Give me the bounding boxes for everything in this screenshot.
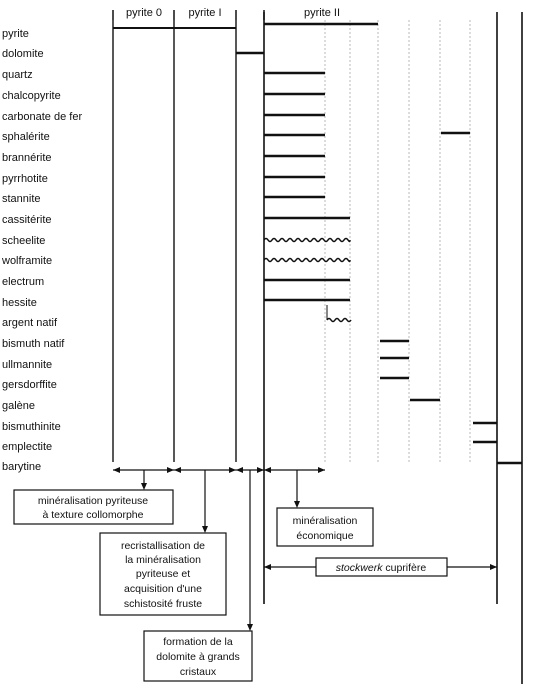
faint-stage-lines: [325, 20, 470, 462]
mineral-label-chalcopyrite: chalcopyrite: [2, 90, 61, 102]
mineral-label-dolomite: dolomite: [2, 48, 44, 60]
mineral-label-pyrite: pyrite: [2, 28, 29, 40]
mineral-label-quartz: quartz: [2, 69, 33, 81]
mineral-label-brannerite: brannérite: [2, 152, 52, 164]
mineral-label-gersdorffite: gersdorffite: [2, 379, 57, 391]
stockwerk-label: [336, 562, 427, 574]
bar-argent-natif-uncertain: [327, 319, 351, 322]
mineral-label-electrum: electrum: [2, 276, 45, 288]
note-recristallisation-line-1: recristallisation de: [120, 540, 206, 552]
note-dolomite-line-3: cristaux: [179, 666, 217, 678]
mineral-label-cassiterite: cassitérite: [2, 214, 52, 226]
mineral-label-emplectite: emplectite: [2, 441, 53, 453]
mineral-label-pyrrhotite: pyrrhotite: [2, 173, 48, 185]
bar-wolframite-uncertain: [264, 259, 350, 262]
mineral-label-wolframite: wolframite: [2, 255, 53, 267]
mineral-label-barytine: barytine: [2, 461, 42, 473]
note-recristallisation-line-4: acquisition d'une: [124, 583, 202, 595]
mineral-label-stannite: stannite: [2, 193, 41, 205]
note-pyriteuse-line-2: à texture collomorphe: [42, 509, 144, 521]
mineral-label-bismuthinite: bismuthinite: [2, 421, 61, 433]
note-recristallisation-line-3: pyriteuse et: [135, 568, 191, 580]
stockwerk-label-rest: cuprifère: [382, 562, 427, 574]
mineral-label-argent-natif: argent natif: [2, 317, 58, 329]
arrowhead: [294, 501, 300, 508]
arrowhead: [490, 564, 497, 570]
mineral-label-ullmannite: ullmannite: [2, 359, 53, 371]
note-pyriteuse-line-1: minéralisation pyriteuse: [37, 495, 149, 507]
note-recristallisation-line-2: la minéralisation: [125, 554, 201, 566]
mineral-label-galene: galène: [2, 400, 36, 412]
bar-scheelite-uncertain: [264, 239, 350, 242]
arrowhead: [202, 526, 208, 533]
phase-label-pyrite-I: pyrite I: [188, 7, 222, 19]
note-recristallisation-line-5: schistosité fruste: [123, 598, 203, 610]
mineral-label-bismuth-natif: bismuth natif: [2, 338, 65, 350]
note-dolomite-line-2: dolomite à grands: [156, 651, 240, 663]
note-dolomite-line-1: formation de la: [163, 636, 233, 648]
note-economique-line-1: minéralisation: [292, 515, 358, 527]
phase-label-pyrite-II: pyrite II: [303, 7, 341, 19]
mineral-label-carbonate-de-fer: carbonate de fer: [2, 111, 83, 123]
mineral-label-scheelite: scheelite: [2, 235, 46, 247]
mineral-label-sphalerite: sphalérite: [2, 131, 50, 143]
mineral-label-hessite: hessite: [2, 297, 37, 309]
stockwerk-label-italic: stockwerk: [335, 562, 383, 574]
arrowhead: [247, 624, 253, 631]
arrowhead: [141, 483, 147, 490]
arrowhead: [264, 564, 271, 570]
note-economique-line-2: économique: [296, 530, 354, 542]
occurrence-bars: [264, 73, 522, 463]
phase-label-pyrite-0: pyrite 0: [125, 7, 163, 19]
